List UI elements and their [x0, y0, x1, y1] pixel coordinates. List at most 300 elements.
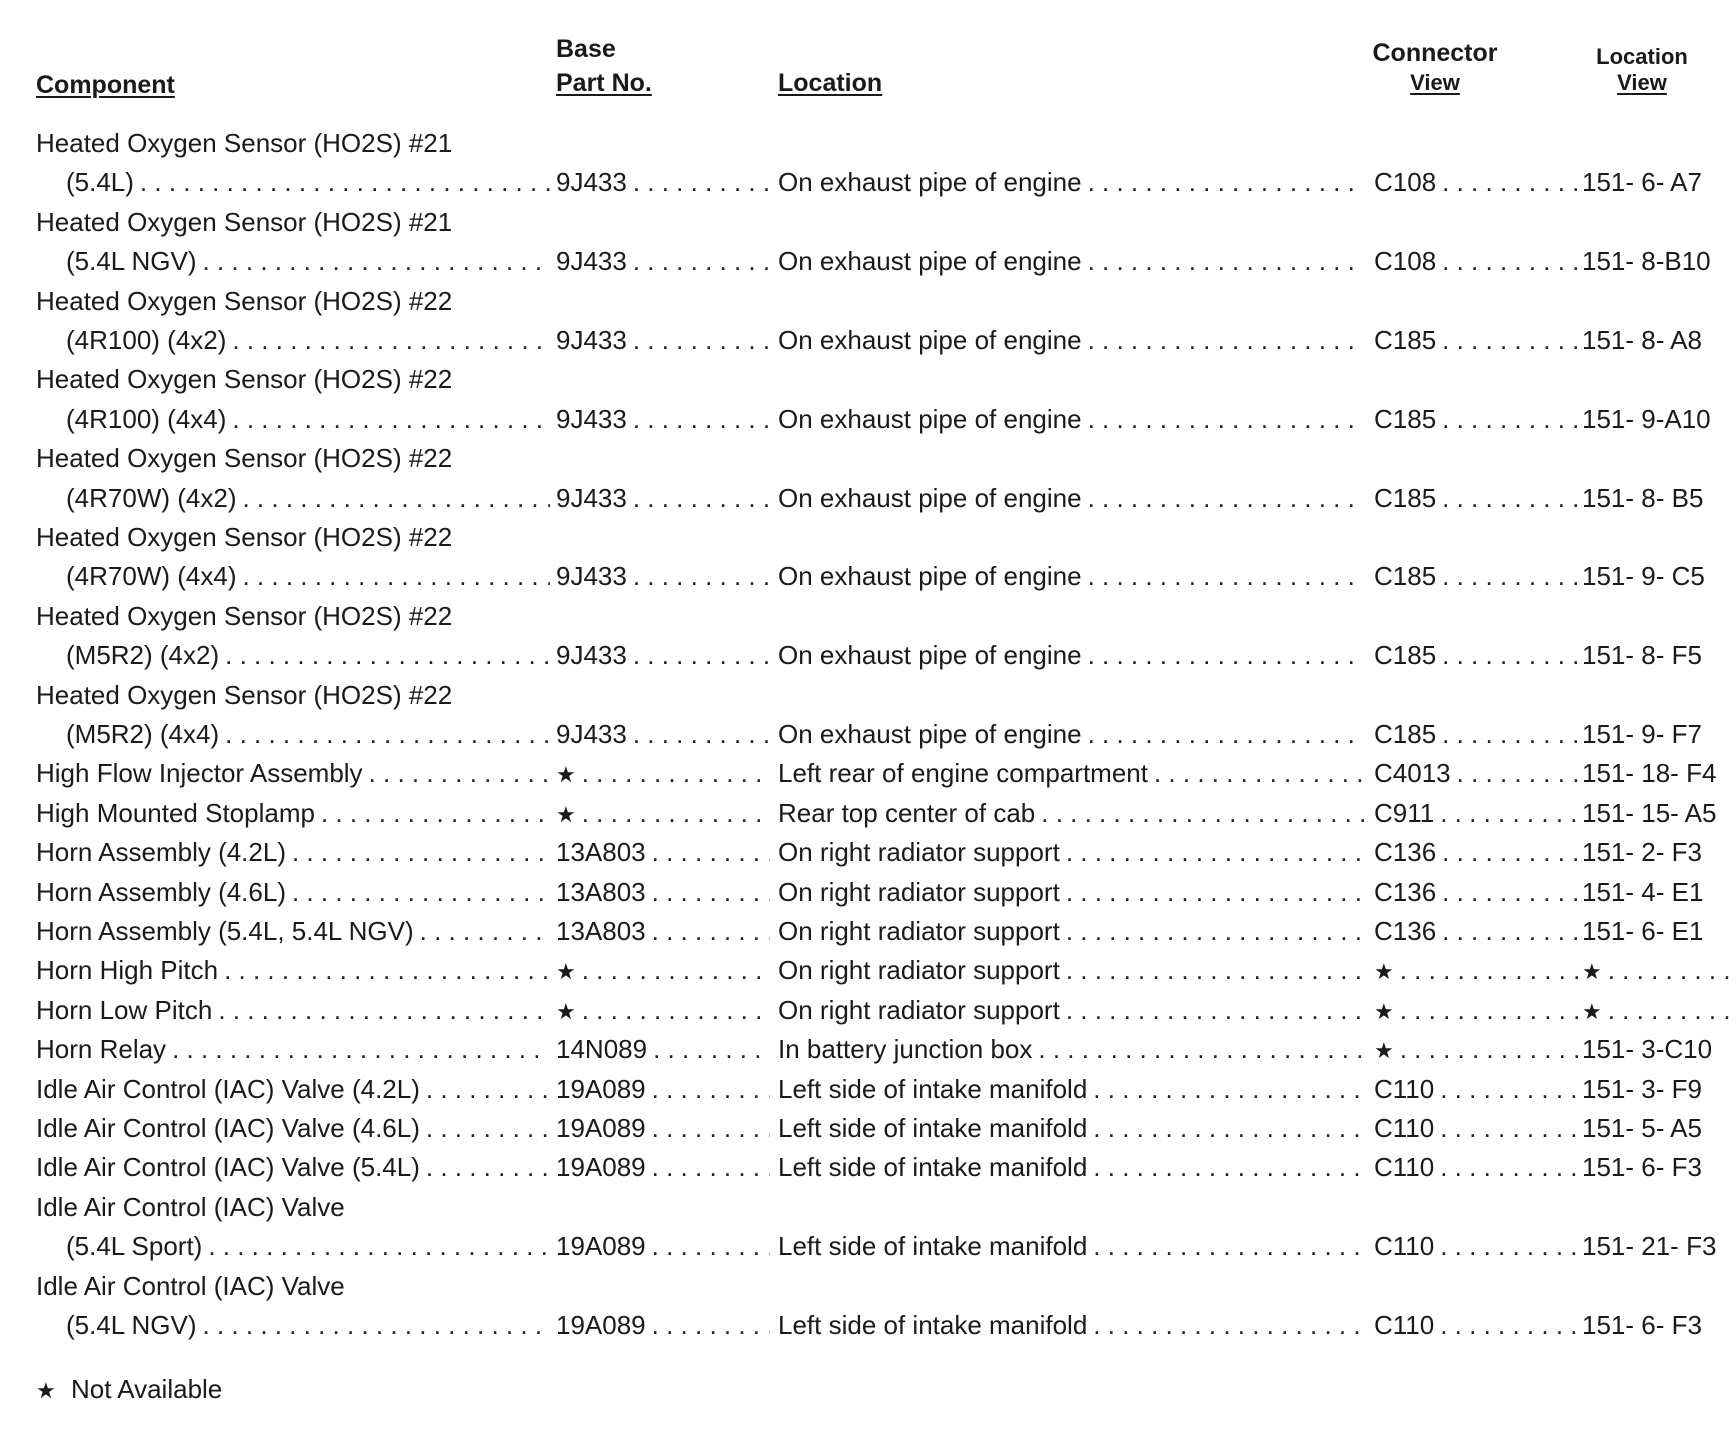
dot-leader: [582, 951, 770, 989]
base-part-number: [556, 1030, 774, 1068]
location-view-text: 151- 6- E1: [1582, 916, 1704, 946]
table-row: [0, 557, 1736, 595]
component-name: [36, 676, 554, 714]
dot-leader: [582, 794, 770, 832]
connector-view: [1374, 951, 1588, 989]
location-view: [1582, 1070, 1734, 1108]
dot-leader: [1442, 400, 1584, 438]
location: [778, 833, 1368, 871]
dot-leader: [1442, 557, 1584, 595]
location-view: [1582, 794, 1734, 832]
table-row: [0, 833, 1736, 871]
component-header-label: Component: [36, 71, 175, 99]
table-row: [0, 754, 1736, 792]
component-name-text: Heated Oxygen Sensor (HO2S) #22: [36, 600, 453, 631]
location-view-text: 151- 9-A10: [1582, 403, 1711, 434]
dot-leader: [633, 400, 770, 438]
dot-leader: [225, 715, 550, 753]
component-name-text: Heated Oxygen Sensor (HO2S) #22: [36, 364, 453, 395]
base-part-number-text: 9J433: [556, 167, 627, 198]
connector-view-text: ★: [1374, 1038, 1394, 1064]
base-part-number-text: 9J433: [556, 561, 627, 592]
component-variant: [66, 321, 554, 359]
location: [778, 321, 1368, 359]
location-view-text: 151- 21- F3: [1582, 1231, 1717, 1262]
component-name: [36, 1148, 554, 1186]
component-variant: [66, 242, 554, 280]
base-part-number-text: 9J433: [556, 640, 627, 671]
dot-leader: [633, 163, 770, 201]
location-view-text: 151- 2- F3: [1582, 837, 1702, 868]
location-view: [1582, 636, 1734, 674]
dot-leader: [1442, 873, 1584, 911]
component-variant-text: (5.4L NGV): [66, 1310, 197, 1340]
star-icon: ★: [36, 1378, 56, 1403]
table-row: [0, 873, 1736, 911]
table-row: [0, 479, 1736, 517]
table-row: [0, 1227, 1736, 1265]
location: [778, 242, 1368, 280]
location-text: On right radiator support: [778, 994, 1060, 1025]
dot-leader: [242, 557, 550, 595]
connector-view-text: C185: [1374, 640, 1437, 671]
component-name-text: Heated Oxygen Sensor (HO2S) #22: [36, 285, 453, 316]
component-variant-text: (4R70W) (4x2): [66, 482, 237, 513]
table-row: [0, 1148, 1736, 1186]
location-text: On exhaust pipe of engine: [778, 246, 1082, 277]
base-part-number-text: 19A089: [556, 1152, 646, 1183]
dot-leader: [1400, 951, 1584, 989]
dot-leader: [1088, 321, 1364, 359]
location-text: On exhaust pipe of engine: [778, 325, 1082, 355]
location-view: [1582, 479, 1734, 517]
base-part-number: [556, 873, 774, 911]
component-name: [36, 1188, 554, 1226]
component-name-text: Idle Air Control (IAC) Valve (4.6L): [36, 1113, 420, 1143]
component-variant: [66, 1306, 554, 1344]
component-variant: [66, 163, 554, 201]
base-part-number: [556, 1227, 774, 1265]
table-row: [0, 991, 1736, 1029]
component-name: [36, 1070, 554, 1108]
dot-leader: [321, 794, 550, 832]
component-variant: [66, 479, 554, 517]
dot-leader: [1442, 912, 1584, 950]
connector-view: [1374, 833, 1588, 871]
dot-leader: [208, 1227, 550, 1265]
dot-leader: [1442, 833, 1584, 871]
location: [778, 794, 1368, 832]
component-name: [36, 203, 554, 241]
location-view-text: 151- 8-B10: [1582, 246, 1711, 277]
component-name-text: Heated Oxygen Sensor (HO2S) #22: [36, 522, 453, 552]
dot-leader: [1093, 1227, 1364, 1265]
location: [778, 715, 1368, 753]
component-name: [36, 439, 554, 477]
dot-leader: [232, 400, 550, 438]
dot-leader: [652, 833, 770, 871]
location: [778, 912, 1368, 950]
dot-leader: [1088, 400, 1364, 438]
connector-view: [1374, 715, 1588, 753]
dot-leader: [1066, 833, 1364, 871]
location-text: On right radiator support: [778, 837, 1060, 868]
connector-view: [1374, 1306, 1588, 1344]
component-variant-text: (M5R2) (4x4): [66, 719, 220, 749]
location-view: [1582, 321, 1734, 359]
location-header-label: Location: [778, 69, 883, 97]
location-text: On exhaust pipe of engine: [778, 719, 1082, 749]
base-part-number-text: ★: [556, 801, 576, 827]
location-text: On exhaust pipe of engine: [778, 561, 1082, 592]
location-view: [1582, 1306, 1734, 1344]
connector-view-text: C136: [1374, 916, 1437, 946]
location-view: [1582, 951, 1734, 989]
table-row-heading: [0, 124, 1736, 162]
connector-view: [1374, 912, 1588, 950]
location-text: Left rear of engine compartment: [778, 758, 1148, 789]
dot-leader: [426, 1148, 550, 1186]
table-row-heading: [0, 597, 1736, 635]
component-variant: [66, 400, 554, 438]
base-part-number-text: ★: [556, 959, 576, 985]
location-view: [1582, 1148, 1734, 1186]
dot-leader: [1088, 242, 1364, 280]
base-part-number: [556, 794, 774, 832]
location-text: On exhaust pipe of engine: [778, 640, 1082, 671]
component-name: [36, 124, 554, 162]
connector-view-header-line2: View: [1410, 70, 1460, 95]
dot-leader: [652, 1070, 770, 1108]
location-view-text: 151- 4- E1: [1582, 876, 1704, 907]
connector-view: [1374, 873, 1588, 911]
dot-leader: [1442, 479, 1584, 517]
location-view: [1582, 754, 1734, 792]
dot-leader: [426, 1070, 550, 1108]
location-view: [1582, 242, 1734, 280]
base-part-number-text: 19A089: [556, 1073, 646, 1104]
dot-leader: [652, 1306, 770, 1344]
table-row: [0, 1306, 1736, 1344]
location-view-text: 151- 8- B5: [1582, 482, 1704, 513]
dot-leader: [633, 557, 770, 595]
dot-leader: [1088, 163, 1364, 201]
connector-view: [1374, 991, 1588, 1029]
connector-view: [1374, 163, 1588, 201]
dot-leader: [1440, 1070, 1584, 1108]
connector-view: [1374, 557, 1588, 595]
component-name-text: Heated Oxygen Sensor (HO2S) #22: [36, 679, 453, 710]
dot-leader: [652, 912, 770, 950]
component-variant-text: (5.4L NGV): [66, 246, 197, 277]
location-view-text: 151- 9- C5: [1582, 561, 1705, 592]
component-name: [36, 1267, 554, 1305]
dot-leader: [1442, 715, 1584, 753]
location-view-header-line2: View: [1617, 70, 1667, 95]
location: [778, 479, 1368, 517]
location-view-header-line1: Location: [1596, 44, 1688, 69]
dot-leader: [1400, 991, 1584, 1029]
component-name-text: Heated Oxygen Sensor (HO2S) #21: [36, 206, 453, 237]
location: [778, 754, 1368, 792]
base-part-number-text: 13A803: [556, 837, 646, 868]
component-variant: [66, 636, 554, 674]
table-row: [0, 321, 1736, 359]
dot-leader: [426, 1109, 550, 1147]
location-text: On exhaust pipe of engine: [778, 167, 1082, 198]
component-name: [36, 794, 554, 832]
location-view: [1582, 833, 1734, 871]
location-text: Left side of intake manifold: [778, 1152, 1088, 1183]
dot-leader: [633, 242, 770, 280]
dot-leader: [1093, 1070, 1364, 1108]
connector-view: [1374, 1109, 1588, 1147]
component-name-text: Horn Assembly (4.6L): [36, 876, 286, 907]
location-view: [1582, 1227, 1734, 1265]
base-part-number-text: 19A089: [556, 1113, 646, 1143]
table-row-heading: [0, 439, 1736, 477]
component-variant-text: (5.4L Sport): [66, 1231, 203, 1262]
dot-leader: [1440, 1306, 1584, 1344]
table-row-heading: [0, 282, 1736, 320]
location: [778, 873, 1368, 911]
dot-leader: [1608, 991, 1730, 1029]
dot-leader: [218, 991, 550, 1029]
component-name: [36, 597, 554, 635]
base-part-number: [556, 400, 774, 438]
location-view-text: 151- 5- A5: [1582, 1113, 1702, 1143]
table-row: [0, 242, 1736, 280]
location: [778, 951, 1368, 989]
dot-leader: [1088, 715, 1364, 753]
location-view: [1582, 163, 1734, 201]
connector-view-text: C185: [1374, 561, 1437, 592]
component-name: [36, 1030, 554, 1068]
dot-leader: [1093, 1306, 1364, 1344]
component-name-text: Horn Assembly (4.2L): [36, 837, 286, 868]
dot-leader: [1066, 912, 1364, 950]
connector-view-text: C185: [1374, 325, 1437, 355]
component-name: [36, 951, 554, 989]
component-name: [36, 1109, 554, 1147]
base-part-number: [556, 754, 774, 792]
component-name-text: Idle Air Control (IAC) Valve: [36, 1270, 345, 1301]
connector-view: [1374, 1070, 1588, 1108]
table-row-heading: [0, 1188, 1736, 1226]
location: [778, 1070, 1368, 1108]
location-view: [1582, 873, 1734, 911]
connector-view: [1374, 321, 1588, 359]
component-name: [36, 518, 554, 556]
dot-leader: [1093, 1109, 1364, 1147]
dot-leader: [1088, 479, 1364, 517]
dot-leader: [1088, 557, 1364, 595]
dot-leader: [203, 1306, 550, 1344]
location-view: [1582, 715, 1734, 753]
dot-leader: [1442, 636, 1584, 674]
component-name-text: High Mounted Stoplamp: [36, 797, 315, 828]
dot-leader: [292, 833, 550, 871]
connector-view: [1374, 754, 1588, 792]
table-row-heading: [0, 203, 1736, 241]
location-text: On right radiator support: [778, 955, 1060, 986]
base-part-number: [556, 479, 774, 517]
connector-view-text: C4013: [1374, 758, 1451, 789]
table-row-heading: [0, 360, 1736, 398]
table-row-heading: [0, 676, 1736, 714]
dot-leader: [224, 951, 550, 989]
table-row: [0, 163, 1736, 201]
dot-leader: [369, 754, 550, 792]
table-row: [0, 794, 1736, 832]
dot-leader: [1400, 1030, 1584, 1068]
location-text: Left side of intake manifold: [778, 1073, 1088, 1104]
base-part-header-line2: Part No.: [556, 69, 652, 97]
component-name: [36, 912, 554, 950]
component-name: [36, 360, 554, 398]
location: [778, 1030, 1368, 1068]
connector-view-text: C108: [1374, 167, 1437, 198]
component-name-text: Horn Low Pitch: [36, 994, 213, 1025]
location-view: [1582, 912, 1734, 950]
location-view-text: 151- 6- A7: [1582, 167, 1702, 198]
table-row: [0, 1030, 1736, 1068]
base-part-number: [556, 242, 774, 280]
location-view: [1582, 1109, 1734, 1147]
location: [778, 557, 1368, 595]
location-view-text: 151- 15- A5: [1582, 797, 1717, 828]
table-row: [0, 1109, 1736, 1147]
connector-view: [1374, 479, 1588, 517]
dot-leader: [1442, 163, 1584, 201]
base-part-number-text: ★: [556, 998, 576, 1024]
component-variant-text: (M5R2) (4x2): [66, 640, 220, 671]
base-part-number: [556, 1070, 774, 1108]
component-name-text: Heated Oxygen Sensor (HO2S) #21: [36, 128, 453, 158]
dot-leader: [1457, 754, 1584, 792]
table-row: [0, 715, 1736, 753]
dot-leader: [1088, 636, 1364, 674]
base-part-number: [556, 321, 774, 359]
dot-leader: [1440, 1227, 1584, 1265]
dot-leader: [652, 1148, 770, 1186]
dot-leader: [232, 321, 550, 359]
location: [778, 400, 1368, 438]
dot-leader: [633, 636, 770, 674]
base-part-number: [556, 951, 774, 989]
connector-view-text: C110: [1374, 1231, 1435, 1262]
base-part-number: [556, 912, 774, 950]
location-text: On right radiator support: [778, 876, 1060, 907]
location-view-text: 151- 6- F3: [1582, 1310, 1702, 1340]
location-text: Left side of intake manifold: [778, 1113, 1088, 1143]
connector-view-text: C110: [1374, 1310, 1435, 1340]
location-view-text: 151- 8- A8: [1582, 325, 1702, 355]
component-name-text: Horn Assembly (5.4L, 5.4L NGV): [36, 916, 414, 946]
location-text: In battery junction box: [778, 1034, 1033, 1065]
connector-view: [1374, 242, 1588, 280]
base-part-number: [556, 636, 774, 674]
dot-leader: [633, 715, 770, 753]
location-text: Left side of intake manifold: [778, 1310, 1088, 1340]
component-name-text: Horn High Pitch: [36, 955, 219, 986]
dot-leader: [420, 912, 550, 950]
component-variant: [66, 715, 554, 753]
location-view: [1582, 1030, 1734, 1068]
component-name: [36, 873, 554, 911]
dot-leader: [140, 163, 550, 201]
dot-leader: [1442, 321, 1584, 359]
dot-leader: [653, 1030, 770, 1068]
location: [778, 991, 1368, 1029]
base-part-number-text: 9J433: [556, 246, 627, 277]
location-view: [1582, 557, 1734, 595]
base-part-header-line1: Base: [556, 35, 616, 63]
component-variant-text: (4R70W) (4x4): [66, 561, 237, 592]
component-variant-text: (4R100) (4x2): [66, 325, 227, 355]
dot-leader: [652, 1227, 770, 1265]
connector-view-text: C185: [1374, 719, 1437, 749]
connector-view-text: C110: [1374, 1152, 1435, 1183]
dot-leader: [203, 242, 550, 280]
connector-view-header-line1: Connector: [1372, 39, 1498, 67]
dot-leader: [652, 1109, 770, 1147]
dot-leader: [652, 873, 770, 911]
base-part-number-text: 9J433: [556, 403, 627, 434]
table-row: [0, 951, 1736, 989]
dot-leader: [1038, 1030, 1364, 1068]
location-text: On exhaust pipe of engine: [778, 482, 1082, 513]
connector-view: [1374, 1030, 1588, 1068]
location-view-text: ★: [1582, 959, 1602, 985]
connector-view-text: C110: [1374, 1073, 1435, 1104]
connector-view: [1374, 794, 1588, 832]
location-view-text: 151- 3-C10: [1582, 1034, 1713, 1065]
base-part-number: [556, 557, 774, 595]
location: [778, 1306, 1368, 1344]
location: [778, 163, 1368, 201]
location-view-text: ★: [1582, 998, 1602, 1024]
component-name-text: Horn Relay: [36, 1034, 167, 1065]
location-text: On right radiator support: [778, 916, 1060, 946]
dot-leader: [1066, 991, 1364, 1029]
dot-leader: [1066, 873, 1364, 911]
legend: [36, 1372, 222, 1408]
dot-leader: [1608, 951, 1730, 989]
table-row: [0, 912, 1736, 950]
location: [778, 636, 1368, 674]
dot-leader: [225, 636, 550, 674]
location-view-text: 151- 8- F5: [1582, 640, 1702, 671]
component-name-text: Idle Air Control (IAC) Valve (4.2L): [36, 1073, 420, 1104]
table-row-heading: [0, 1267, 1736, 1305]
dot-leader: [1440, 1109, 1584, 1147]
location: [778, 1109, 1368, 1147]
location-view: [1582, 400, 1734, 438]
base-part-number: [556, 163, 774, 201]
dot-leader: [1041, 794, 1364, 832]
location-view: [1582, 991, 1734, 1029]
dot-leader: [242, 479, 550, 517]
dot-leader: [1093, 1148, 1364, 1186]
base-part-number-text: 19A089: [556, 1231, 646, 1262]
location-view-text: 151- 9- F7: [1582, 719, 1702, 749]
base-part-number-text: ★: [556, 762, 576, 788]
connector-view-text: C911: [1374, 797, 1435, 828]
base-part-number: [556, 715, 774, 753]
location-view-text: 151- 18- F4: [1582, 758, 1717, 789]
connector-view-text: C185: [1374, 403, 1437, 434]
